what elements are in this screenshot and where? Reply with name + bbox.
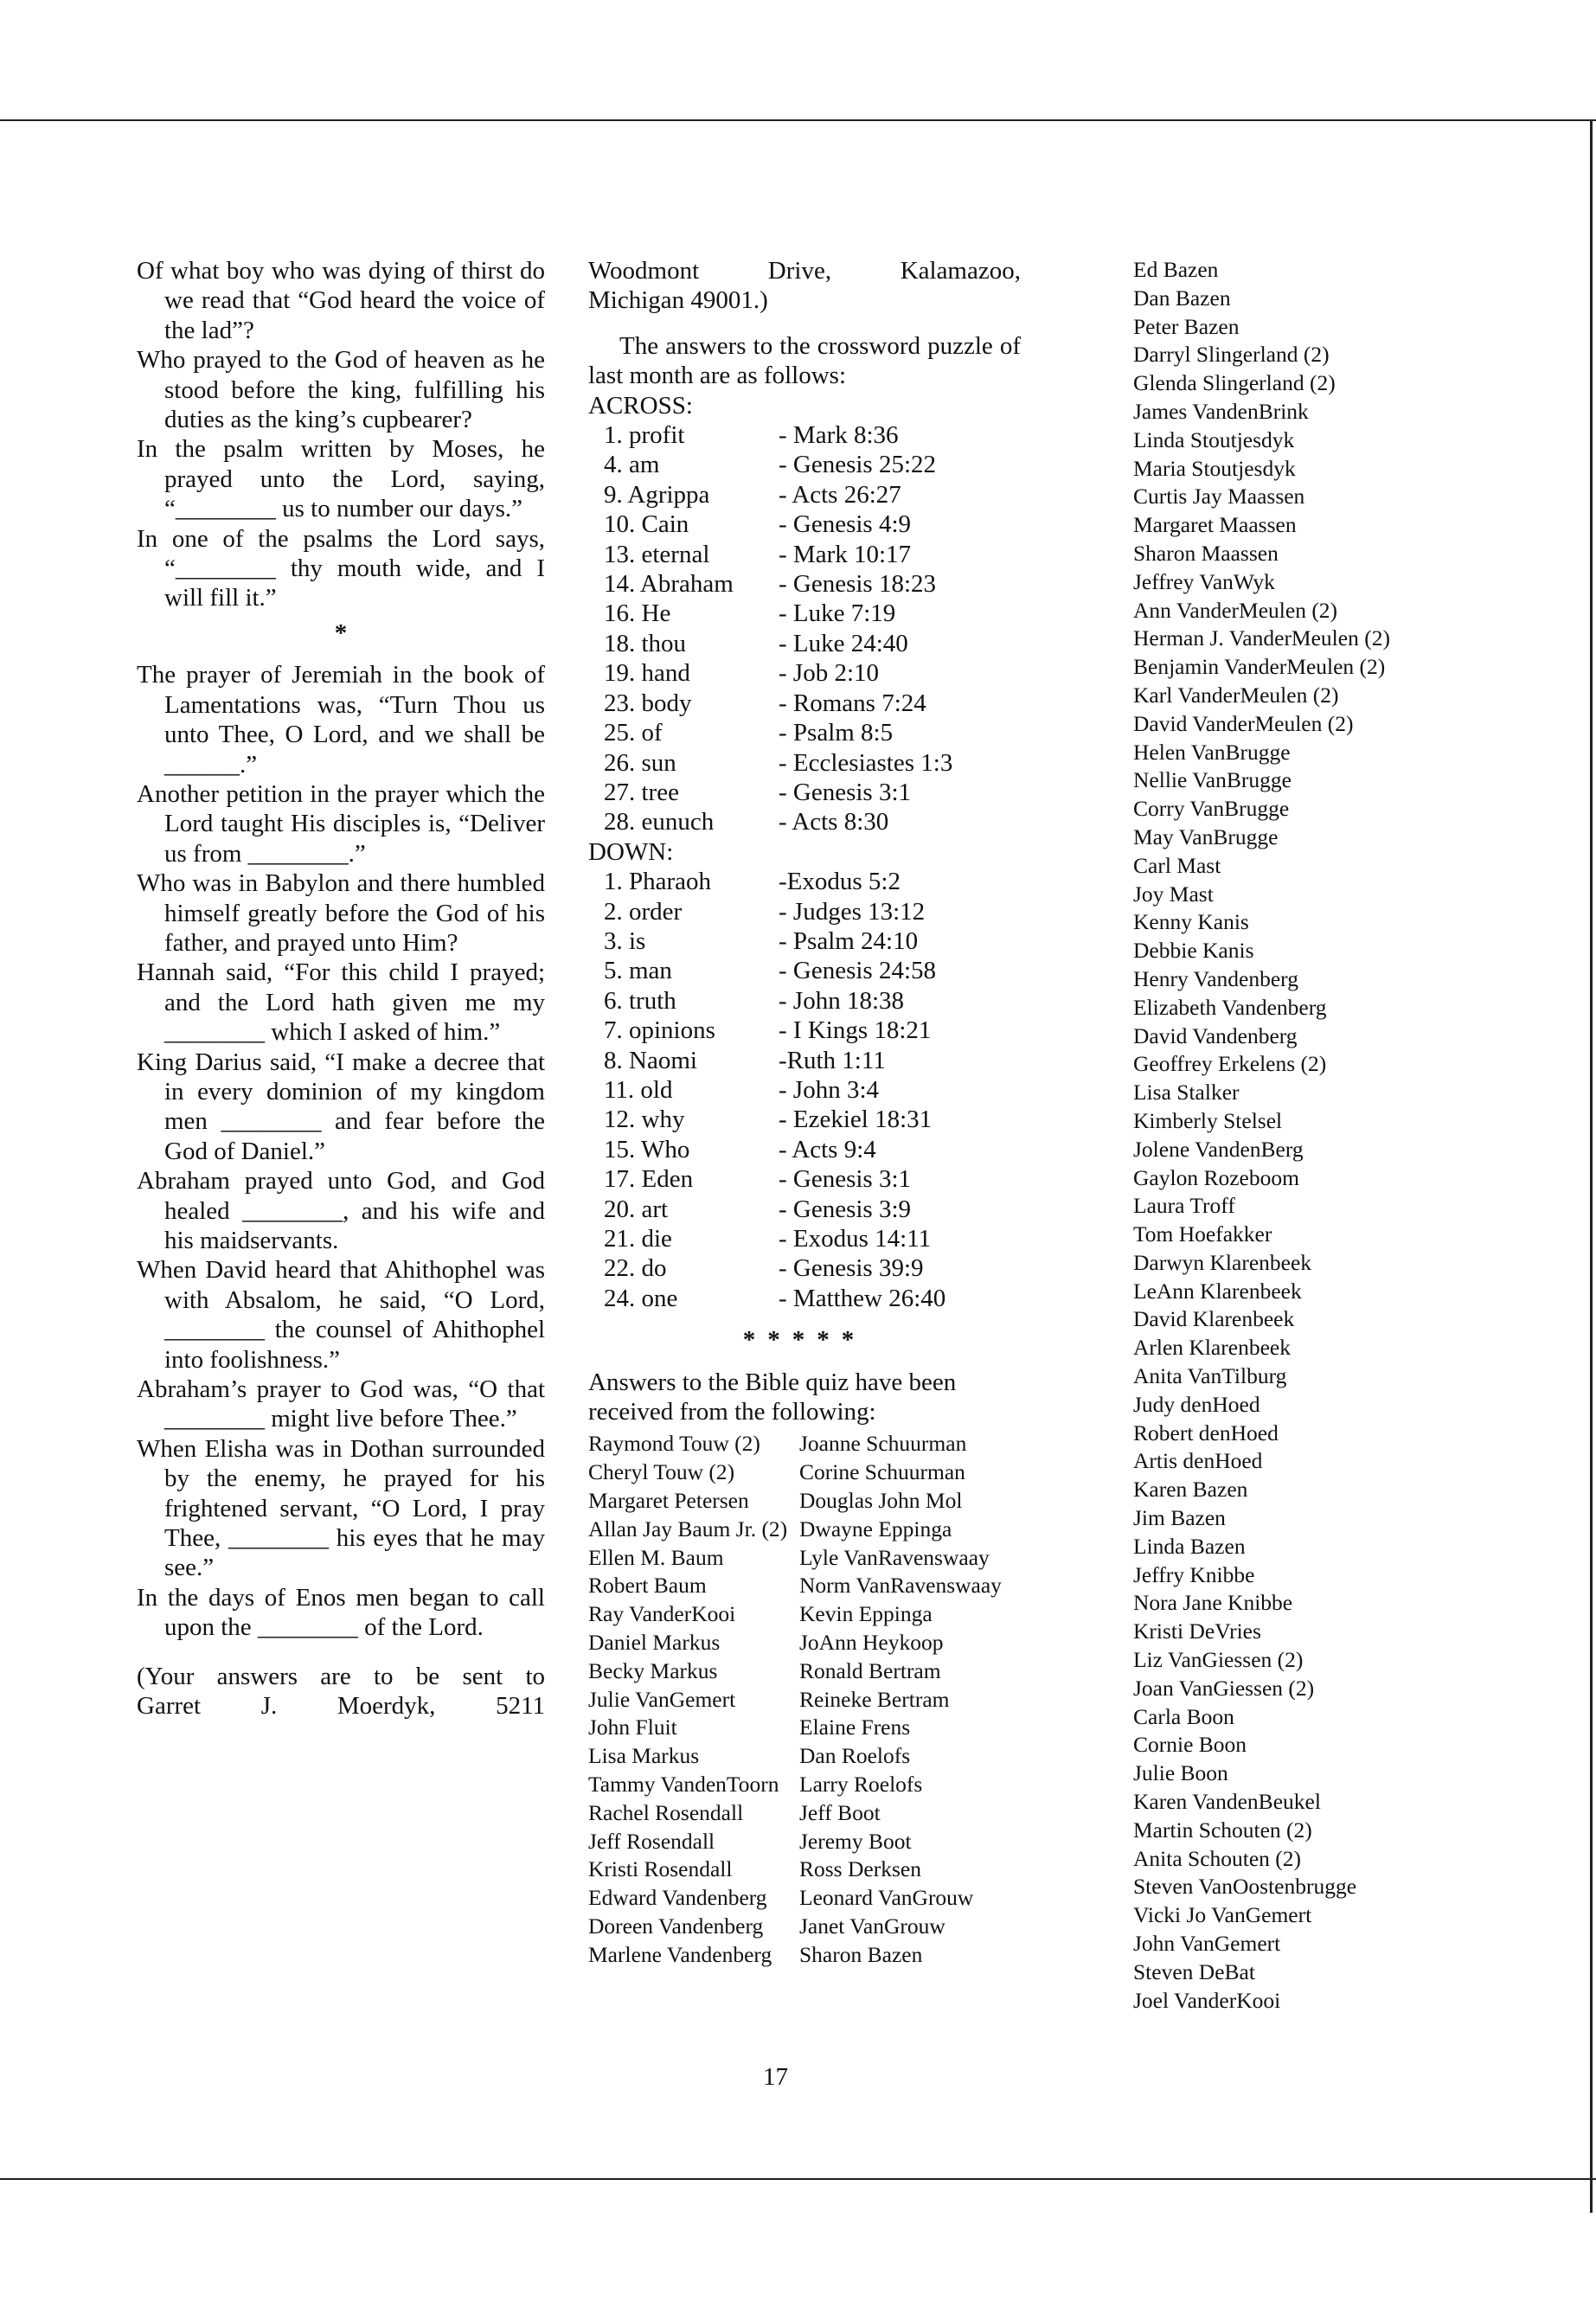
answer-word: 7. opinions — [604, 1016, 715, 1045]
respondent-name: Tammy VandenToorn — [588, 1772, 779, 1797]
names-list-2 — [799, 1430, 1021, 1969]
answer-reference: - Genesis 25:22 — [779, 451, 937, 479]
quiz-question: Hannah said, “For this child I prayed; and the Lord hath given me my ________ which I asked of him.” — [137, 958, 545, 1047]
answer-reference: -Exodus 5:2 — [779, 868, 901, 896]
answer-row — [588, 540, 1021, 569]
answer-word: 13. eternal — [604, 540, 710, 568]
received-intro: Answers to the Bible quiz have been received from the following: — [588, 1368, 957, 1426]
respondent-name: Sharon Bazen — [799, 1941, 923, 1967]
respondent-name: Steven DeBat — [1133, 1958, 1255, 1984]
answer-row — [588, 1164, 1021, 1194]
respondent-name: Darryl Slingerland (2) — [1133, 342, 1330, 368]
answer-word: 12. why — [604, 1106, 685, 1134]
respondent-name: JoAnn Heykoop — [799, 1630, 944, 1656]
answer-reference: - I Kings 18:21 — [779, 1016, 932, 1045]
respondent-name: Anita VanTilburg — [1133, 1363, 1287, 1389]
respondent-name: John VanGemert — [1133, 1931, 1281, 1957]
answer-word: 2. order — [604, 897, 683, 926]
answer-reference: - Acts 8:30 — [779, 808, 889, 836]
respondent-name: Kevin Eppinga — [799, 1601, 933, 1627]
answer-row — [588, 510, 1021, 539]
respondent-name: Nellie VanBrugge — [1133, 767, 1292, 793]
quiz-question: Who prayed to the God of heaven as he stood before the king, fulfilling his duties as the king’s cupbearer? — [137, 346, 545, 434]
answer-word: 1. profit — [604, 421, 685, 450]
answer-reference: - Genesis 39:9 — [779, 1254, 924, 1283]
questions-group-1 — [137, 256, 545, 613]
answer-reference: - Psalm 8:5 — [779, 719, 894, 747]
answer-row — [588, 718, 1021, 747]
answer-row — [588, 599, 1021, 628]
respondent-name: Kristi Rosendall — [588, 1856, 733, 1882]
answer-word: 14. Abraham — [604, 570, 734, 599]
respondent-name: Helen VanBrugge — [1133, 739, 1291, 765]
respondent-name: Edward Vandenberg — [588, 1885, 767, 1911]
respondent-name: Glenda Slingerland (2) — [1133, 370, 1336, 396]
answer-word: 22. do — [604, 1254, 667, 1283]
respondent-name: Elaine Frens — [799, 1715, 911, 1740]
respondent-name: Joan VanGiessen (2) — [1133, 1675, 1315, 1701]
respondent-name: Douglas John Mol — [799, 1488, 963, 1514]
respondent-name: Margaret Petersen — [588, 1488, 749, 1514]
answer-row — [588, 689, 1021, 718]
respondent-name: David Vandenberg — [1133, 1022, 1298, 1048]
quiz-question: Abraham prayed unto God, and God healed ________, and his wife and his maidservants. — [137, 1167, 545, 1254]
respondent-name: Robert Baum — [588, 1573, 707, 1599]
respondent-name: Rachel Rosendall — [588, 1799, 744, 1825]
answer-word: 10. Cain — [604, 510, 689, 539]
respondent-name: Margaret Maassen — [1133, 512, 1297, 538]
respondent-name: Laura Troff — [1133, 1193, 1235, 1219]
answer-word: 23. body — [604, 689, 692, 717]
respondent-name: Reineke Bertram — [799, 1686, 950, 1712]
answer-word: 3. is — [604, 926, 646, 955]
answer-reference: - Exodus 14:11 — [779, 1225, 932, 1253]
answer-row — [588, 1075, 1021, 1105]
answer-row — [588, 956, 1021, 985]
answer-reference: - Genesis 24:58 — [779, 957, 937, 985]
respondent-name: Larry Roelofs — [799, 1772, 923, 1797]
names-list-3 — [1133, 256, 1522, 2015]
across-answers — [588, 420, 1021, 837]
respondent-name: Gaylon Rozeboom — [1133, 1164, 1299, 1190]
respondent-name: Lisa Markus — [588, 1743, 700, 1769]
names-column-right — [1133, 256, 1522, 2015]
respondent-name: Nora Jane Knibbe — [1133, 1590, 1293, 1616]
respondent-name: LeAnn Klarenbeek — [1133, 1278, 1302, 1304]
respondent-name: Henry Vandenberg — [1133, 965, 1298, 991]
respondent-name: Judy denHoed — [1133, 1391, 1260, 1417]
respondent-name: Raymond Touw (2) — [588, 1431, 760, 1457]
quiz-question: Abraham’s prayer to God was, “O that ________ might live before Thee.” — [137, 1375, 545, 1433]
respondent-name: Steven VanOostenbrugge — [1133, 1874, 1357, 1900]
respondent-name: Corine Schuurman — [799, 1459, 965, 1485]
respondent-name: Janet VanGrouw — [799, 1913, 945, 1939]
quiz-question: When Elisha was in Dothan surrounded by the enemy, he prayed for his frightened servant, “O Lord, I pray Thee, ________ his eyes that he may see.” — [137, 1434, 545, 1582]
respondent-name: Dan Bazen — [1133, 285, 1231, 311]
respondent-name: Doreen Vandenberg — [588, 1913, 764, 1939]
respondent-name: Lisa Stalker — [1133, 1080, 1240, 1106]
respondent-name: Jolene VandenBerg — [1133, 1136, 1304, 1162]
top-border-line — [0, 119, 1596, 121]
answer-row — [588, 926, 1021, 956]
respondent-name: Elizabeth Vandenberg — [1133, 994, 1327, 1020]
answer-reference: - Mark 10:17 — [779, 540, 912, 568]
respondent-name: John Fluit — [588, 1715, 677, 1740]
answer-reference: - Genesis 18:23 — [779, 570, 937, 599]
answer-reference: - Luke 24:40 — [779, 629, 908, 657]
respondent-name: Martin Schouten (2) — [1133, 1817, 1312, 1843]
answer-reference: - Ezekiel 18:31 — [779, 1106, 933, 1134]
respondent-name: Karen Bazen — [1133, 1477, 1248, 1503]
respondent-name: Karen VandenBeukel — [1133, 1789, 1321, 1815]
answer-word: 11. old — [604, 1075, 673, 1104]
respondent-name: Corry VanBrugge — [1133, 796, 1290, 822]
answer-word: 24. one — [604, 1284, 678, 1312]
answer-word: 15. Who — [604, 1135, 690, 1163]
respondent-name: Anita Schouten (2) — [1133, 1845, 1302, 1871]
respondent-name: Benjamin VanderMeulen (2) — [1133, 654, 1386, 680]
send-note-line-1: (Your answers are to be sent to — [137, 1662, 545, 1690]
names-list-1 — [588, 1430, 799, 1969]
respondent-name: Ronald Bertram — [799, 1657, 941, 1683]
respondent-name: Julie Boon — [1133, 1760, 1228, 1786]
respondent-name: Leonard VanGrouw — [799, 1885, 974, 1911]
respondent-name: Jeff Boot — [799, 1799, 881, 1825]
answer-reference: - Judges 13:12 — [779, 897, 926, 926]
quiz-question: King Darius said, “I make a decree that in every dominion of my kingdom men ________ and fear before the God of Daniel.” — [137, 1048, 545, 1165]
answer-word: 27. tree — [604, 778, 679, 806]
right-border-line — [1590, 119, 1593, 2213]
respondent-name: Jim Bazen — [1133, 1505, 1226, 1531]
answer-row — [588, 1195, 1021, 1224]
answer-reference: - Matthew 26:40 — [779, 1284, 946, 1312]
respondent-name: Carla Boon — [1133, 1703, 1234, 1729]
answer-reference: - Genesis 4:9 — [779, 510, 912, 539]
answer-reference: - Psalm 24:10 — [779, 926, 919, 955]
down-answers — [588, 867, 1021, 1313]
respondent-name: Joy Mast — [1133, 881, 1214, 907]
respondent-name: Artis denHoed — [1133, 1448, 1263, 1474]
section-separator: * — [334, 619, 348, 647]
answer-reference: -Ruth 1:11 — [779, 1046, 886, 1074]
answer-row — [588, 986, 1021, 1016]
answer-word: 9. Agrippa — [604, 480, 710, 509]
respondent-name: Lyle VanRavenswaay — [799, 1544, 990, 1570]
answer-row — [588, 1135, 1021, 1164]
respondent-name: David Klarenbeek — [1133, 1306, 1295, 1332]
names-grid — [588, 1430, 1021, 1969]
answer-row — [588, 420, 1021, 450]
respondent-name: Linda Bazen — [1133, 1533, 1246, 1559]
respondent-name: Cheryl Touw (2) — [588, 1459, 735, 1485]
quiz-question: In one of the psalms the Lord says, “________ thy mouth wide, and I will fill it.” — [137, 524, 545, 612]
answer-word: 6. truth — [604, 986, 676, 1015]
answer-row — [588, 807, 1021, 836]
answer-reference: - John 3:4 — [779, 1075, 879, 1104]
quiz-question: Another petition in the prayer which the Lord taught His disciples is, “Deliver us from ________.” — [137, 779, 545, 868]
answer-row — [588, 1284, 1021, 1313]
across-heading: ACROSS: — [588, 391, 693, 420]
answer-word: 18. thou — [604, 629, 687, 657]
quiz-question: Who was in Babylon and there humbled himself greatly before the God of his father, and prayed unto Him? — [137, 869, 545, 957]
respondent-name: Dan Roelofs — [799, 1743, 911, 1769]
answer-row — [588, 1253, 1021, 1283]
respondent-name: Curtis Jay Maassen — [1133, 484, 1305, 510]
answer-reference: - Job 2:10 — [779, 659, 879, 688]
answer-word: 21. die — [604, 1225, 672, 1253]
answer-word: 19. hand — [604, 659, 690, 688]
answer-row — [588, 897, 1021, 926]
respondent-name: Marlene Vandenberg — [588, 1941, 772, 1967]
answer-row — [588, 778, 1021, 807]
respondent-name: Jeffry Knibbe — [1133, 1561, 1255, 1587]
respondent-name: Becky Markus — [588, 1657, 718, 1683]
respondent-name: Maria Stoutjesdyk — [1133, 455, 1296, 481]
quiz-question: The prayer of Jeremiah in the book of Lamentations was, “Turn Thou us unto Thee, O Lord, and we shall be ______.” — [137, 661, 545, 779]
respondent-name: Kimberly Stelsel — [1133, 1107, 1283, 1133]
respondent-name: Arlen Klarenbeek — [1133, 1335, 1291, 1361]
respondent-name: Kenny Kanis — [1133, 909, 1249, 935]
quiz-question: Of what boy who was dying of thirst do we read that “God heard the voice of the lad”? — [137, 257, 545, 344]
answer-row — [588, 867, 1021, 896]
answer-word: 20. art — [604, 1195, 669, 1223]
answer-row — [588, 450, 1021, 479]
answer-word: 5. man — [604, 957, 672, 985]
respondent-name: Peter Bazen — [1133, 313, 1240, 339]
answer-reference: - Genesis 3:1 — [779, 778, 912, 806]
answer-row — [588, 1224, 1021, 1253]
send-note-line-2: Garret J. Moerdyk, 5211 — [137, 1692, 545, 1721]
respondent-name: Jeremy Boot — [799, 1828, 912, 1854]
send-note-line-3: Woodmont Drive, Kalamazoo, — [588, 257, 1021, 285]
quiz-question: When David heard that Ahithophel was with Absalom, he said, “O Lord, ________ the counsel of Ahithophel into foolishness.” — [137, 1256, 545, 1374]
answer-row — [588, 480, 1021, 510]
respondent-name: Kristi DeVries — [1133, 1618, 1261, 1644]
answer-row — [588, 1046, 1021, 1075]
respondent-name: Jeffrey VanWyk — [1133, 568, 1275, 594]
respondent-name: Norm VanRavenswaay — [799, 1573, 1002, 1599]
respondent-name: Vicki Jo VanGemert — [1133, 1902, 1312, 1928]
answer-word: 26. sun — [604, 748, 676, 777]
answer-reference: - Genesis 3:1 — [779, 1165, 912, 1194]
questions-group-2 — [137, 660, 545, 1642]
respondent-name: David VanderMeulen (2) — [1133, 710, 1354, 736]
respondent-name: Darwyn Klarenbeek — [1133, 1249, 1312, 1275]
answer-row — [588, 748, 1021, 778]
respondent-name: Julie VanGemert — [588, 1686, 736, 1712]
respondent-name: Daniel Markus — [588, 1630, 721, 1656]
answer-reference: - John 18:38 — [779, 986, 904, 1015]
crossword-intro: The answers to the crossword puzzle of last month are as follows: — [588, 331, 1021, 390]
respondent-name: Joel VanderKooi — [1133, 1987, 1281, 2013]
respondent-name: Ellen M. Baum — [588, 1544, 724, 1570]
respondent-name: Debbie Kanis — [1133, 938, 1254, 964]
respondent-name: Tom Hoefakker — [1133, 1221, 1272, 1247]
answer-row — [588, 1105, 1021, 1134]
answer-word: 28. eunuch — [604, 808, 715, 836]
respondent-name: Sharon Maassen — [1133, 540, 1279, 566]
respondent-name: Carl Mast — [1133, 852, 1221, 878]
respondent-name: Robert denHoed — [1133, 1420, 1279, 1445]
respondent-name: Cornie Boon — [1133, 1732, 1247, 1758]
respondent-name: Ross Derksen — [799, 1856, 921, 1882]
quiz-question: In the days of Enos men began to call upon the ________ of the Lord. — [137, 1583, 545, 1642]
respondent-name: James VandenBrink — [1133, 398, 1309, 424]
answer-row — [588, 569, 1021, 599]
respondent-name: Herman J. VanderMeulen (2) — [1133, 625, 1390, 651]
answer-row — [588, 658, 1021, 688]
respondent-name: Joanne Schuurman — [799, 1431, 967, 1457]
send-note-line-4: Michigan 49001.) — [588, 286, 768, 315]
respondent-name: Jeff Rosendall — [588, 1828, 715, 1854]
respondent-name: Ann VanderMeulen (2) — [1133, 597, 1338, 623]
answer-reference: - Luke 7:19 — [779, 599, 896, 628]
respondent-name: May VanBrugge — [1133, 824, 1279, 849]
page-number: 17 — [763, 2063, 788, 2091]
bottom-border-line — [0, 2178, 1596, 2180]
respondent-name: Ray VanderKooi — [588, 1601, 736, 1627]
answer-reference: - Genesis 3:9 — [779, 1195, 912, 1223]
answer-word: 8. Naomi — [604, 1046, 697, 1074]
answer-reference: - Mark 8:36 — [779, 421, 899, 450]
quiz-questions-column — [137, 256, 545, 1721]
answer-word: 25. of — [604, 719, 663, 747]
answer-row — [588, 629, 1021, 658]
answer-word: 16. He — [604, 599, 671, 628]
answer-reference: - Romans 7:24 — [779, 689, 926, 717]
answer-word: 17. Eden — [604, 1165, 694, 1194]
answer-reference: - Ecclesiastes 1:3 — [779, 748, 953, 777]
respondent-name: Allan Jay Baum Jr. (2) — [588, 1516, 788, 1541]
answer-reference: - Acts 9:4 — [779, 1135, 876, 1163]
answers-column — [588, 256, 1021, 1970]
quiz-question: In the psalm written by Moses, he prayed unto the Lord, saying, “________ us to number our days.” — [137, 435, 545, 523]
respondent-name: Dwayne Eppinga — [799, 1516, 952, 1541]
answer-row — [588, 1016, 1021, 1045]
respondent-name: Linda Stoutjesdyk — [1133, 426, 1295, 452]
stars-separator: ***** — [742, 1326, 867, 1355]
respondent-name: Ed Bazen — [1133, 257, 1219, 282]
respondent-name: Karl VanderMeulen (2) — [1133, 682, 1339, 708]
answer-word: 1. Pharaoh — [604, 868, 712, 896]
answer-reference: - Acts 26:27 — [779, 480, 901, 509]
respondent-name: Liz VanGiessen (2) — [1133, 1647, 1304, 1673]
down-heading: DOWN: — [588, 837, 674, 866]
respondent-name: Geoffrey Erkelens (2) — [1133, 1051, 1327, 1077]
answer-word: 4. am — [604, 451, 660, 479]
